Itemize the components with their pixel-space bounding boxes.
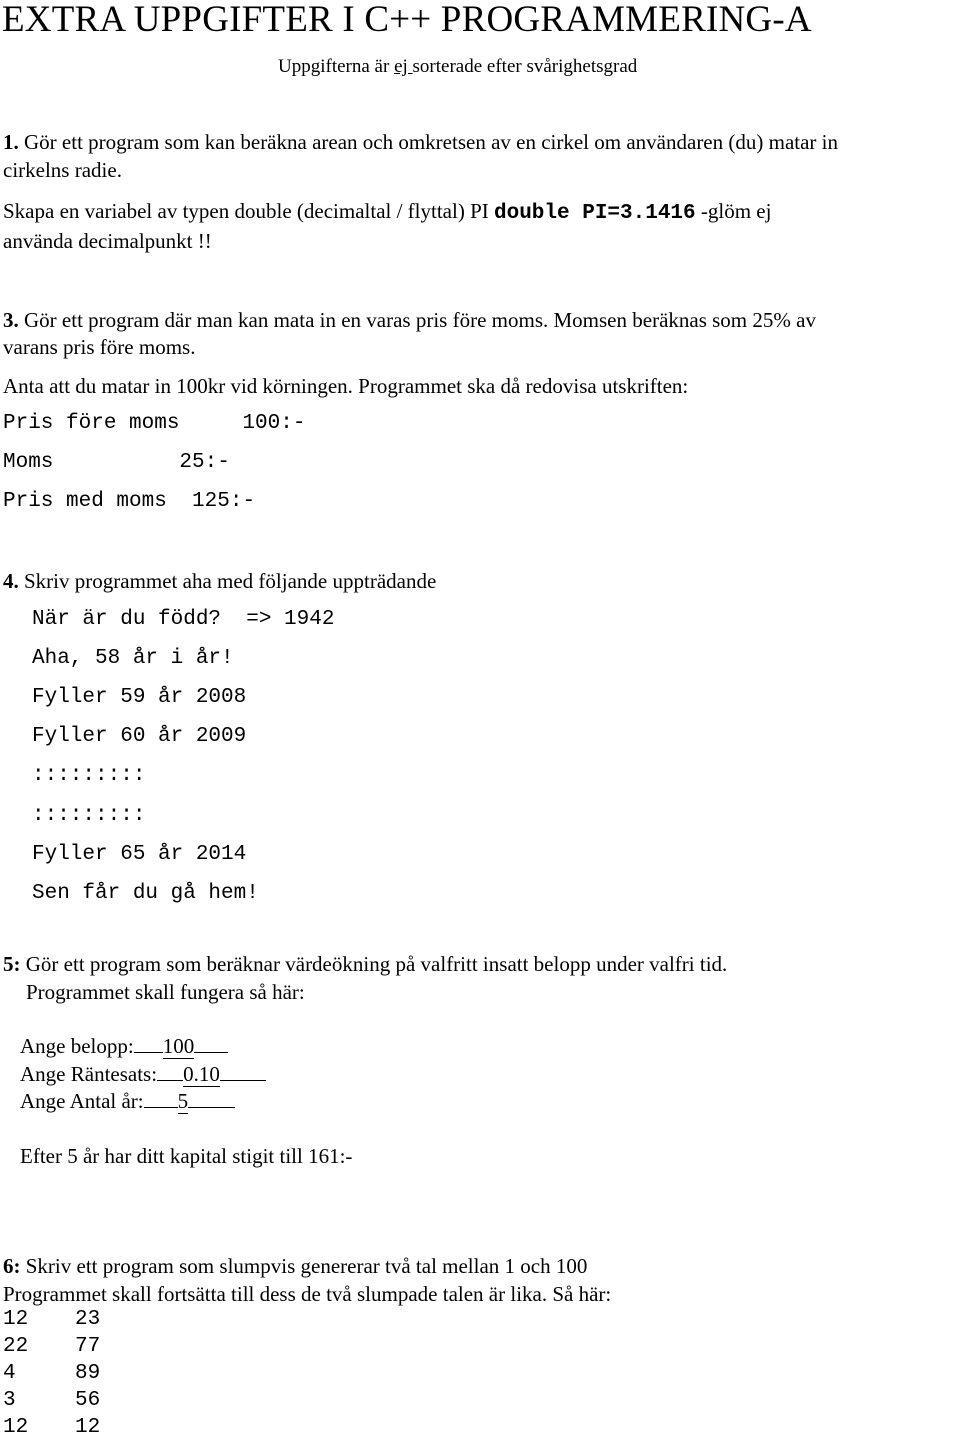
row-b: 23 xyxy=(75,1308,101,1331)
task5-line2: Programmet skall fungera så här: xyxy=(26,980,305,1004)
task4-output-line: Fyller 65 år 2014 xyxy=(32,843,247,866)
row-b: 77 xyxy=(75,1335,101,1358)
task1-line1 xyxy=(3,128,838,156)
task5-result: Efter 5 år har ditt kapital stigit till 161:- xyxy=(20,1144,353,1168)
row-a: 3 xyxy=(3,1389,16,1412)
task4-number: 4. xyxy=(3,569,19,593)
task6-row xyxy=(3,1387,100,1415)
task4-output-line: ::::::::: xyxy=(32,764,146,787)
task5-input-row xyxy=(20,1087,235,1115)
task4-output-line: Aha, 58 år i år! xyxy=(32,647,234,670)
task1-line4: använda decimalpunkt !! xyxy=(3,229,212,253)
task3-output-line: Moms 25:- xyxy=(3,451,230,474)
task6-line2: Programmet skall fortsätta till dess de två slumpade talen är lika. Så här: xyxy=(3,1282,612,1306)
row-a: 12 xyxy=(3,1416,29,1439)
task4-line1 xyxy=(3,567,436,595)
task6-row xyxy=(3,1306,100,1334)
task5-input-row xyxy=(20,1032,228,1060)
subtitle xyxy=(278,55,637,79)
input-label: Ange Räntesats: xyxy=(20,1062,158,1086)
input-label: Ange Antal år: xyxy=(20,1089,144,1113)
row-a: 12 xyxy=(3,1308,29,1331)
task3-line2: varans pris före moms. xyxy=(3,335,196,359)
task5-line1 xyxy=(3,950,727,978)
row-b: 89 xyxy=(75,1362,101,1385)
input-label: Ange belopp: xyxy=(20,1034,134,1058)
task6-text1: Skriv ett program som slumpvis genererar två tal mellan 1 och 100 xyxy=(20,1254,588,1278)
task1-number: 1. xyxy=(3,130,19,154)
task1-text1: Gör ett program som kan beräkna arean och omkretsen av en cirkel om användaren (du) matar in xyxy=(18,130,839,154)
row-a: 22 xyxy=(3,1335,29,1358)
task1-text3: Skapa en variabel av typen double (decimaltal / flyttal) PI xyxy=(3,199,494,223)
task3-line3: Anta att du matar in 100kr vid körningen. Programmet ska då redovisa utskriften: xyxy=(3,374,689,398)
row-b: 12 xyxy=(75,1416,101,1439)
task1-line2: cirkelns radie. xyxy=(3,158,122,182)
task5-number: 5: xyxy=(3,952,21,976)
subtitle-underlined: ej xyxy=(394,56,413,77)
task4-output-line: Sen får du gå hem! xyxy=(32,882,259,905)
task6-line1 xyxy=(3,1252,587,1280)
input-value: 0.10 xyxy=(183,1062,220,1086)
input-value: 100 xyxy=(162,1034,195,1058)
task6-row xyxy=(3,1333,100,1361)
task5-text1: Gör ett program som beräknar värdeökning på valfritt insatt belopp under valfri tid. xyxy=(20,952,728,976)
page-title: EXTRA UPPGIFTER I C++ PROGRAMMERING-A xyxy=(2,0,812,40)
task3-number: 3. xyxy=(3,308,19,332)
task3-output-line: Pris med moms 125:- xyxy=(3,490,256,513)
subtitle-before: Uppgifterna är xyxy=(278,56,395,77)
task4-output-line: När är du född? => 1942 xyxy=(32,608,335,631)
task4-output-line: Fyller 60 år 2009 xyxy=(32,725,247,748)
task1-tail: -glöm ej xyxy=(695,199,772,223)
task1-code: double PI=3.1416 xyxy=(494,202,696,225)
row-a: 4 xyxy=(3,1362,16,1385)
input-value: 5 xyxy=(177,1089,189,1113)
task4-output-line: Fyller 59 år 2008 xyxy=(32,686,247,709)
task6-row xyxy=(3,1360,100,1388)
task6-number: 6: xyxy=(3,1254,21,1278)
task5-input-row xyxy=(20,1060,266,1088)
task3-text1: Gör ett program där man kan mata in en varas pris före moms. Momsen beräknas som 25% av xyxy=(18,308,816,332)
subtitle-after: sorterade efter svårighetsgrad xyxy=(412,56,638,77)
row-b: 56 xyxy=(75,1389,101,1412)
task4-text1: Skriv programmet aha med följande uppträdande xyxy=(18,569,437,593)
task3-output-line: Pris före moms 100:- xyxy=(3,412,306,435)
task4-output-line: ::::::::: xyxy=(32,804,146,827)
task1-line3 xyxy=(3,197,771,228)
task3-line1 xyxy=(3,306,816,334)
task6-row xyxy=(3,1414,100,1442)
